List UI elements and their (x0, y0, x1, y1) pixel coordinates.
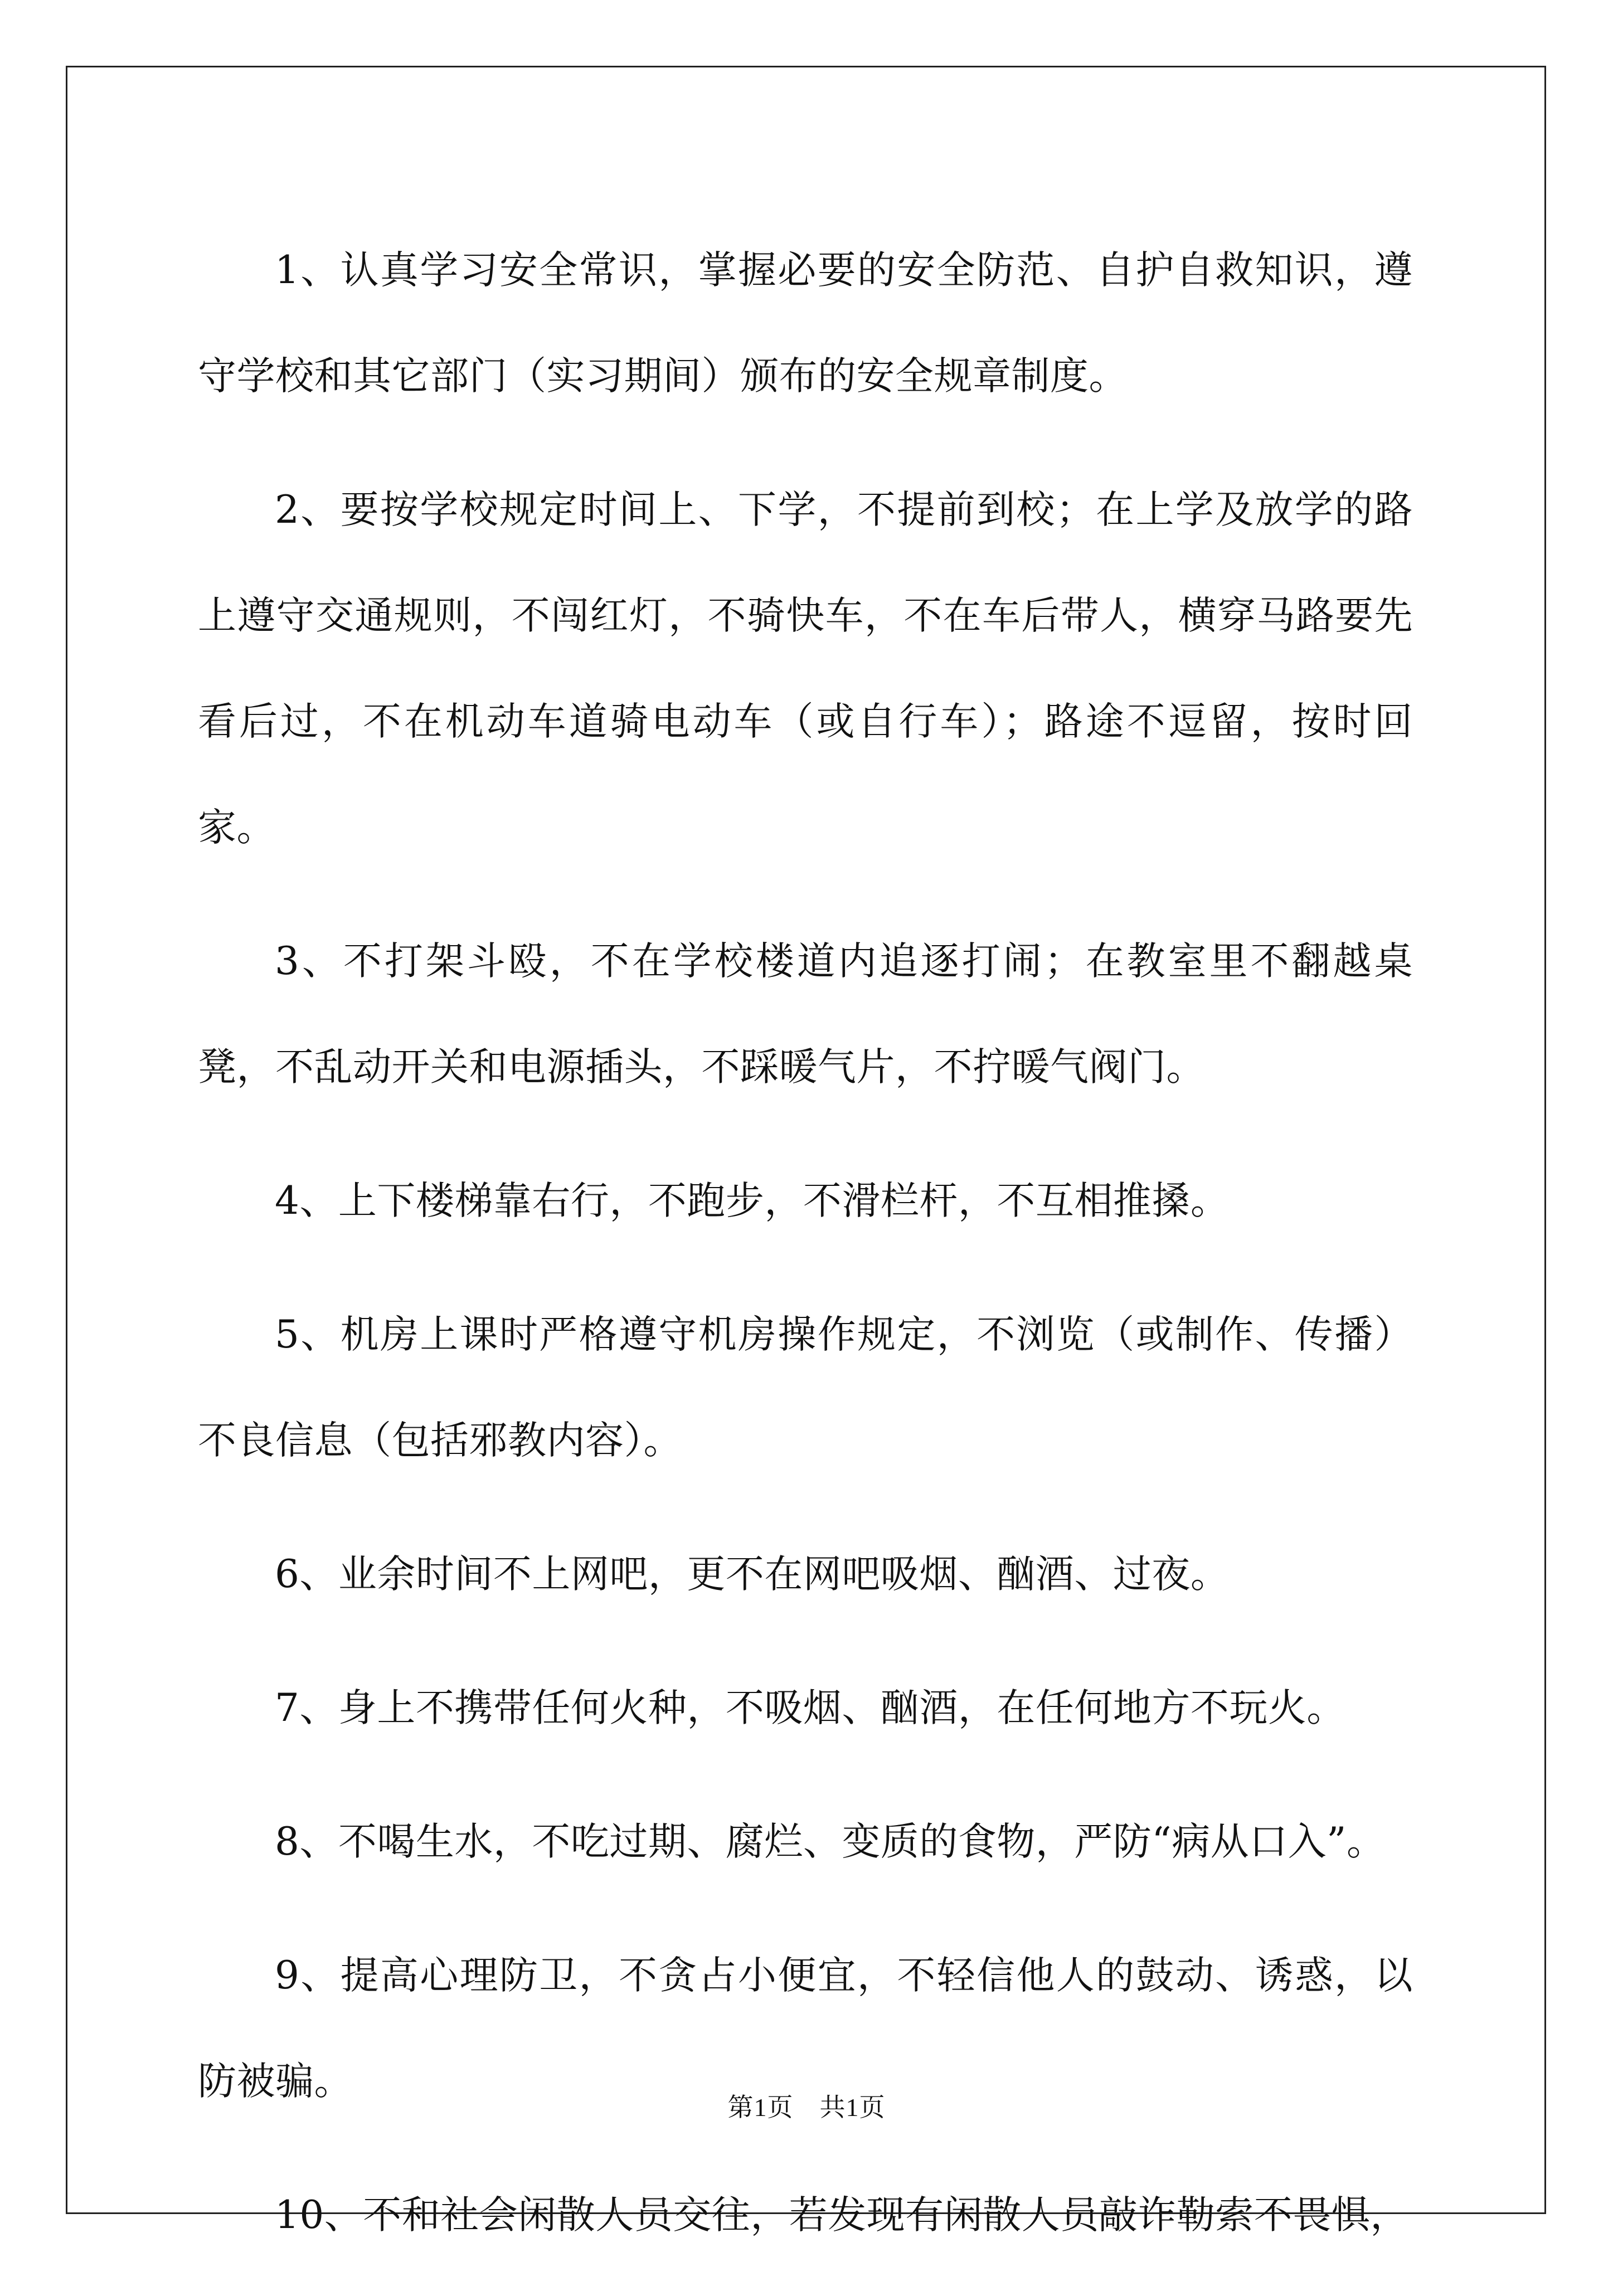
paragraph-5: 5、机房上课时严格遵守机房操作规定，不浏览（或制作、传播）不良信息（包括邪教内容）。 (198, 1312, 1413, 1463)
paragraph-8: 8、不喝生水，不吃过期、腐烂、变质的食物，严防“病从口入”。 (275, 1820, 1386, 1864)
paragraph-10: 10、不和社会闲散人员交往，若发现有闲散人员敲诈勒索不畏惧， (275, 2193, 1409, 2237)
document-body (198, 217, 1413, 2296)
paragraph-9: 9、提高心理防卫，不贪占小便宜，不轻信他人的鼓动、诱惑，以防被骗。 (198, 1953, 1413, 2104)
paragraph-4: 4、上下楼梯靠右行，不跑步，不滑栏杆，不互相推搡。 (275, 1179, 1230, 1223)
paragraph-7: 7、身上不携带任何火种，不吸烟、酗酒，在任何地方不玩火。 (275, 1686, 1345, 1730)
paragraph-3: 3、不打架斗殴，不在学校楼道内追逐打闹；在教室里不翻越桌凳，不乱动开关和电源插头，不踩暖气片，不拧暖气阀门。 (198, 939, 1413, 1089)
page-footer: 第1页 共1页 (727, 2093, 886, 2122)
paragraph-1: 1、认真学习安全常识，掌握必要的安全防范、自护自救知识，遵守学校和其它部门（实习期间）颁布的安全规章制度。 (198, 248, 1413, 398)
paragraph-6: 6、业余时间不上网吧，更不在网吧吸烟、酗酒、过夜。 (275, 1552, 1230, 1597)
paragraph-2: 2、要按学校规定时间上、下学，不提前到校；在上学及放学的路上遵守交通规则，不闯红灯，不骑快车，不在车后带人，横穿马路要先看后过，不在机动车道骑电动车（或自行车）；路途不逗留，按时回家。 (198, 488, 1413, 850)
